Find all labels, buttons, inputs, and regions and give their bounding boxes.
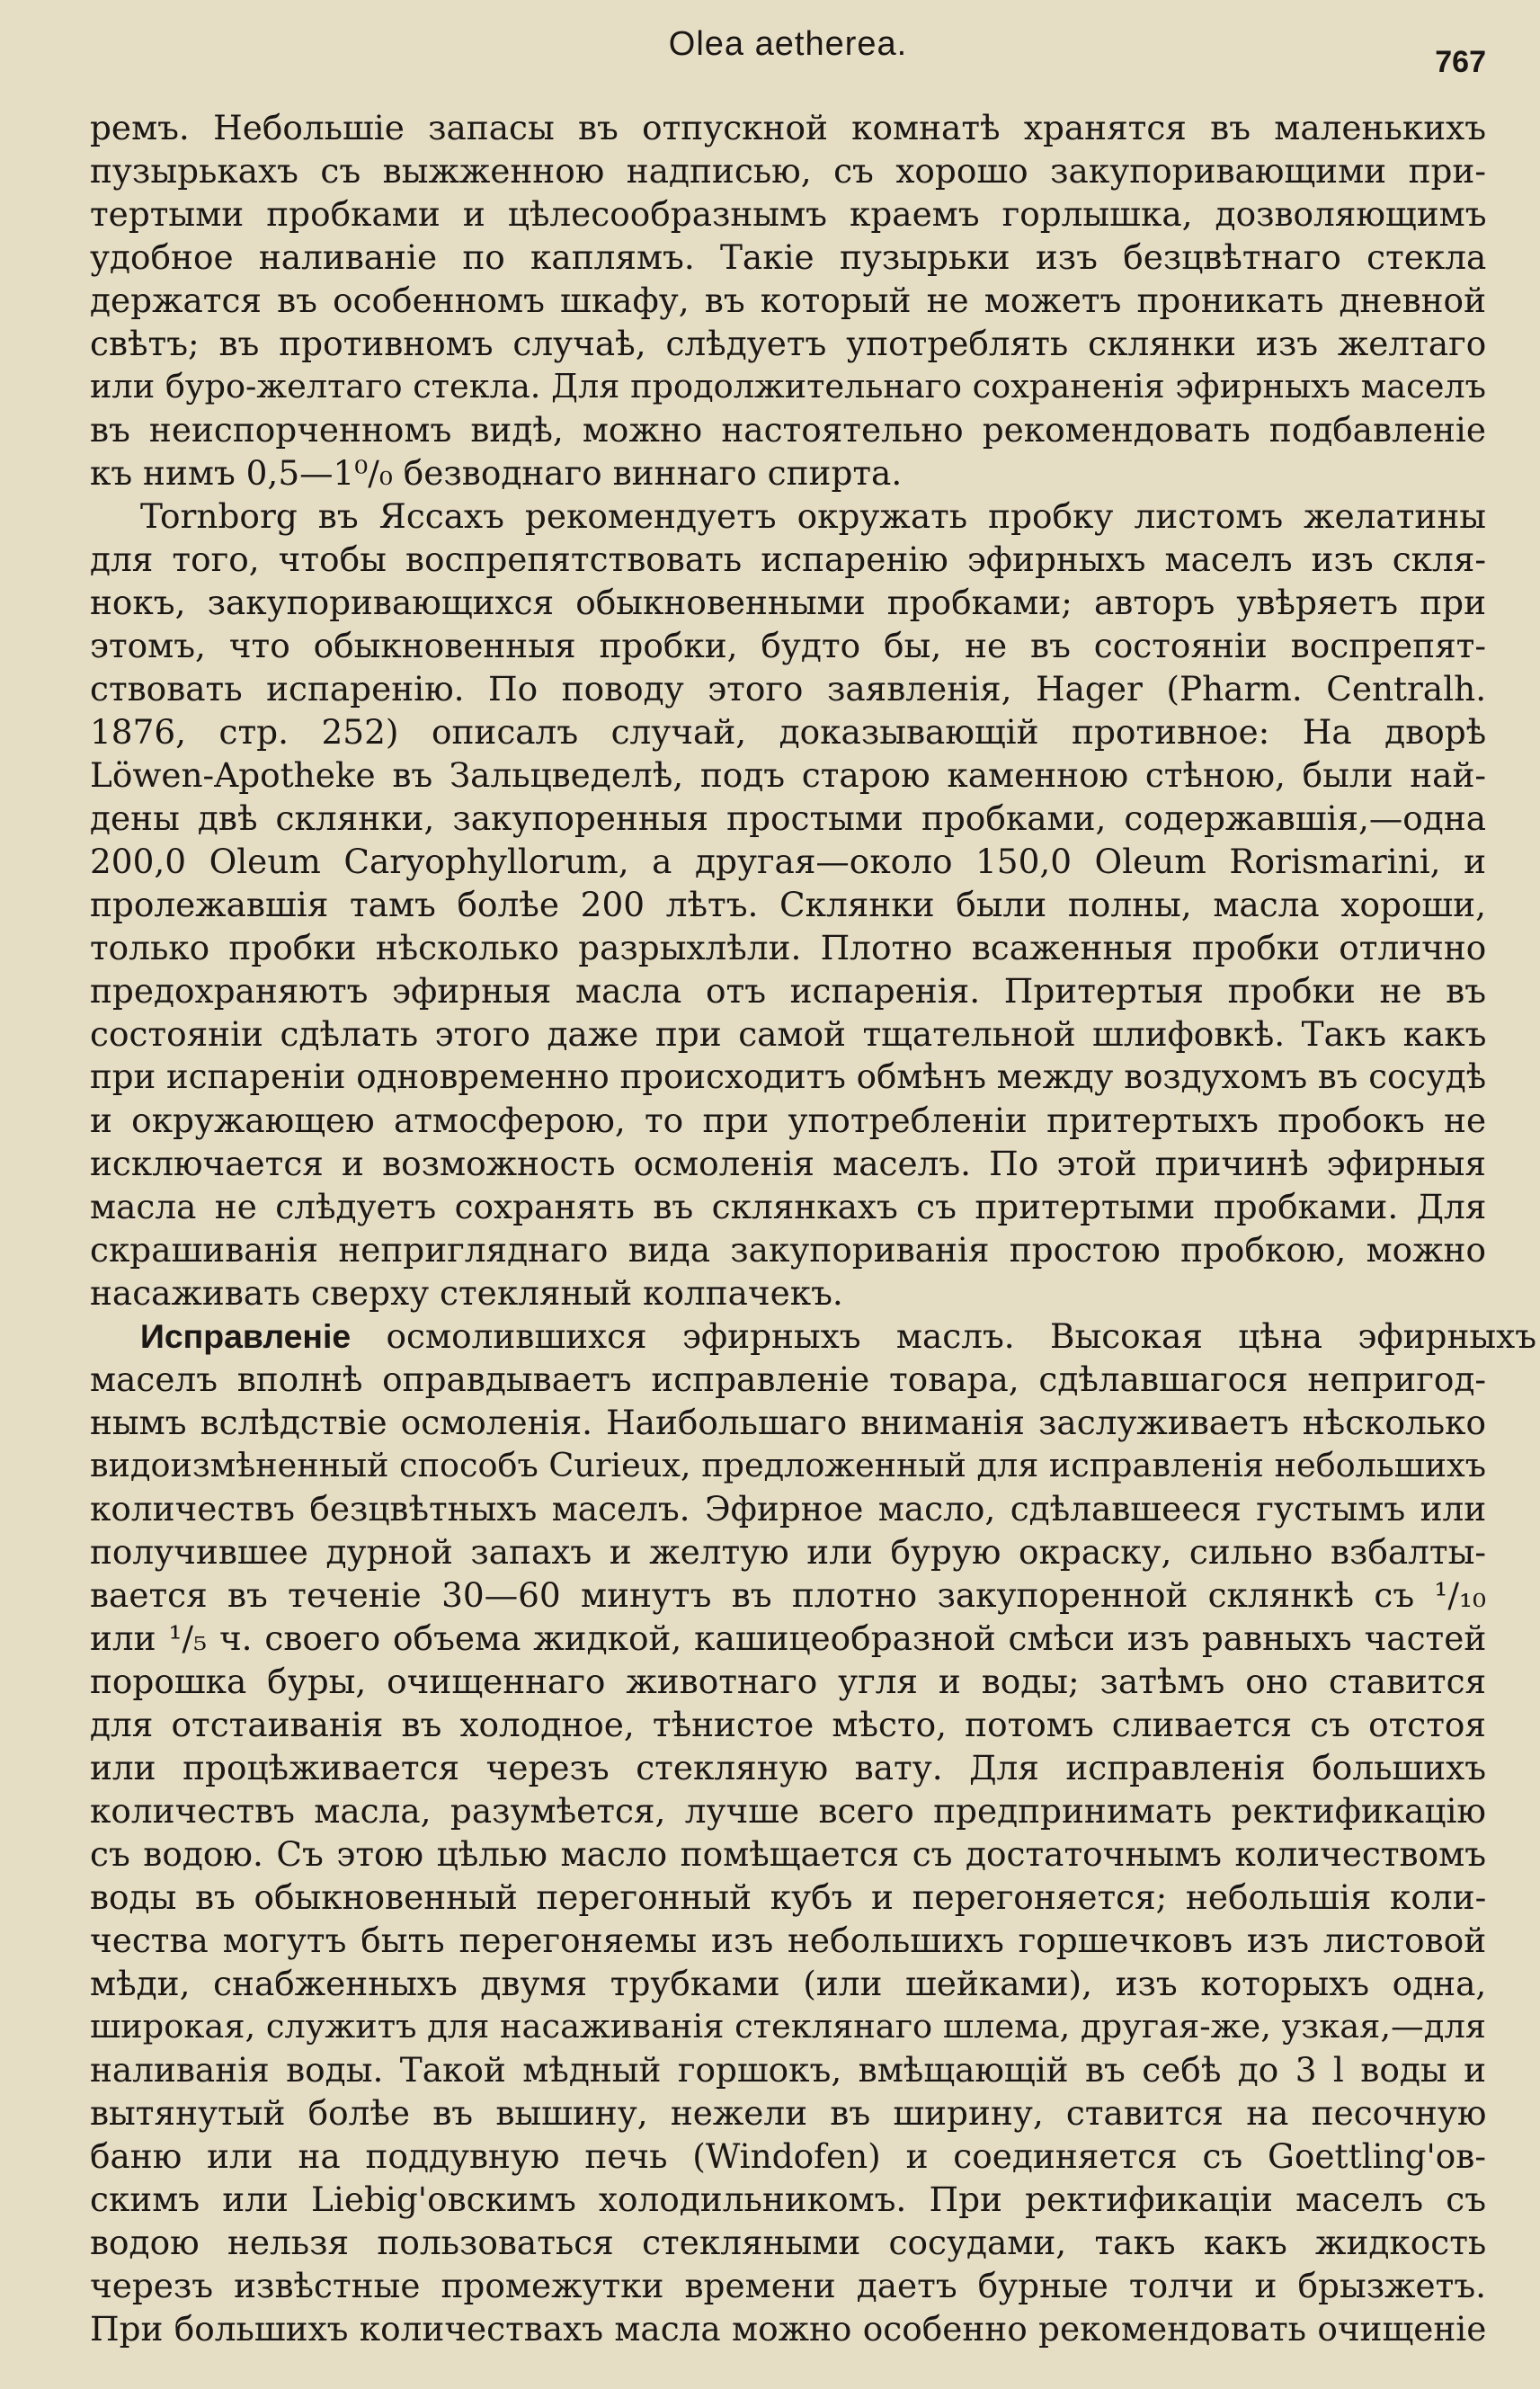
text-line: количествъ масла, разумѣется, лучше всего предпринимать ректификацію: [90, 1791, 1486, 1831]
text-line: при испареніи одновременно происходитъ обмѣнъ между воздухомъ въ сосудѣ: [90, 1057, 1487, 1096]
text-line: черезъ извѣстные промежутки времени даетъ бурные толчи и брызжетъ.: [90, 2266, 1486, 2305]
page-number: 767: [1435, 45, 1486, 79]
text-line: или процѣживается черезъ стекляную вату. Для исправленія большихъ: [90, 1748, 1486, 1787]
text-line: вытянутый болѣе въ вышину, нежели въ ширину, ставится на песочную: [90, 2093, 1487, 2133]
text-line: ремъ. Небольшіе запасы въ отпускной комнатѣ хранятся въ маленькихъ: [90, 108, 1486, 147]
text-line: вается въ теченіе 30—60 минутъ въ плотно закупоренной склянкѣ съ ¹/₁₀: [90, 1575, 1486, 1615]
text-line: водою нельзя пользоваться стекляными сосудами, такъ какъ жидкость: [90, 2223, 1487, 2262]
text-fragment: осмолившихся эфирныхъ маслъ. Высокая цѣна эфирныхъ: [386, 1316, 1536, 1356]
text-line: нокъ, закупоривающихся обыкновенными пробками; авторъ увѣряетъ при: [90, 583, 1486, 622]
text-line: наливанія воды. Такой мѣдный горшокъ, вмѣщающій въ себѣ до 3 l воды и: [90, 2050, 1486, 2090]
paragraph-3: [90, 1315, 1536, 2350]
text-line: тертыми пробками и цѣлесообразнымъ краемъ горлышка, дозволяющимъ: [90, 194, 1487, 234]
text-line: ствовать испаренію. По поводу этого заявленія, Hager (Pharm. Centralh.: [90, 669, 1487, 709]
text-line: свѣтъ; въ противномъ случаѣ, слѣдуетъ употреблять склянки изъ желтаго: [90, 324, 1487, 363]
text-line: скрашиванія непригляднаго вида закупориванія простою пробкою, можно: [90, 1230, 1486, 1270]
running-title: Olea aetherea.: [668, 25, 908, 63]
text-line: масла не слѣдуетъ сохранять въ склянкахъ съ притертыми пробками. Для: [90, 1187, 1487, 1226]
text-line: маселъ вполнѣ оправдываетъ исправленіе товара, сдѣлавшагося непригод-: [90, 1359, 1486, 1399]
section-lead: Исправленіе: [140, 1317, 352, 1355]
text-line: удобное наливаніе по каплямъ. Такіе пузырьки изъ безцвѣтнаго стекла: [90, 237, 1487, 277]
text-line: для того, чтобы воспрепятствовать испаренію эфирныхъ маселъ изъ скля-: [90, 539, 1486, 579]
text-line: 1876, стр. 252) описалъ случай, доказывающій противное: На дворѣ: [90, 712, 1487, 752]
text-line: пузырькахъ съ выжженною надписью, съ хорошо закупоривающими при-: [90, 151, 1486, 191]
text-line: воды въ обыкновенный перегонный кубъ и перегоняется; небольшія коли-: [90, 1877, 1487, 1917]
text-line: количествъ безцвѣтныхъ маселъ. Эфирное масло, сдѣлавшееся густымъ или: [90, 1489, 1487, 1529]
text-line: 200,0 Oleum Caryophyllorum, а другая—около 150,0 Oleum Rorismarini, и: [90, 842, 1486, 881]
text-line: пролежавшія тамъ болѣе 200 лѣтъ. Склянки были полны, масла хороши,: [90, 885, 1486, 924]
text-line: или ¹/₅ ч. своего объема жидкой, кашицеобразной смѣси изъ равныхъ частей: [90, 1618, 1487, 1658]
paragraph-2: [90, 495, 1486, 1315]
text-line: [90, 1315, 1536, 1358]
text-line: или буро-желтаго стекла. Для продолжительнаго сохраненія эфирныхъ маселъ: [90, 367, 1486, 406]
text-line: насаживать сверху стекляный колпачекъ.: [90, 1273, 843, 1313]
text-line: исключается и возможность осмоленія маселъ. По этой причинѣ эфирныя: [90, 1144, 1486, 1183]
text-line: для отстаиванія въ холодное, тѣнистое мѣсто, потомъ сливается съ отстоя: [90, 1705, 1486, 1744]
paragraph-1: [90, 106, 1486, 495]
text-line: съ водою. Съ этою цѣлью масло помѣщается съ достаточнымъ количествомъ: [90, 1834, 1486, 1874]
text-line: нымъ вслѣдствіе осмоленія. Наибольшаго вниманія заслуживаетъ нѣсколько: [90, 1403, 1486, 1442]
text-line: состояніи сдѣлать этого даже при самой тщательной шлифовкѣ. Такъ какъ: [90, 1014, 1487, 1054]
text-line: порошка буры, очищеннаго животнаго угля и воды; затѣмъ оно ставится: [90, 1662, 1487, 1701]
text-line: чества могутъ быть перегоняемы изъ небольшихъ горшечковъ изъ листовой: [90, 1921, 1487, 1960]
text-line: получившее дурной запахъ и желтую или бурую окраску, сильно взбалты-: [90, 1532, 1486, 1572]
text-line: Löwen-Apotheke въ Зальцведелѣ, подъ старою каменною стѣною, были най-: [90, 755, 1486, 795]
text-line: этомъ, что обыкновенныя пробки, будто бы, не въ состояніи воспрепят-: [90, 626, 1486, 665]
text-line: широкая, служитъ для насаживанія стеклянаго шлема, другая-же, узкая,—для: [90, 2007, 1486, 2046]
text-line: только пробки нѣсколько разрыхлѣли. Плотно всаженныя пробки отлично: [90, 928, 1487, 967]
text-line: баню или на поддувную печь (Windofen) и соединяется съ Goettling'ов-: [90, 2136, 1486, 2176]
text-line: видоизмѣненный способъ Curieux, предложенный для исправленія небольшихъ: [90, 1446, 1486, 1484]
text-line: предохраняютъ эфирныя масла отъ испаренія. Притертыя пробки не въ: [90, 971, 1486, 1011]
text-line: держатся въ особенномъ шкафу, въ который не можетъ проникать дневной: [90, 281, 1486, 320]
text-line: дены двѣ склянки, закупоренныя простыми пробками, содержавшія,—одна: [90, 798, 1487, 838]
text-line: и окружающею атмосферою, то при употребленіи притертыхъ пробокъ не: [90, 1101, 1487, 1140]
text-line: въ неиспорченномъ видѣ, можно настоятельно рекомендовать подбавленіе: [90, 410, 1486, 450]
page-header: [90, 25, 1486, 106]
text-line: Tornborg въ Яссахъ рекомендуетъ окружать пробку листомъ желатины: [140, 496, 1486, 536]
text-line: скимъ или Liebig'овскимъ холодильникомъ. При ректификаціи маселъ съ: [90, 2180, 1486, 2219]
text-line: При большихъ количествахъ масла можно особенно рекомендовать очищеніе: [90, 2309, 1487, 2349]
text-line: къ нимъ 0,5—1⁰/₀ безводнаго виннаго спирта.: [90, 453, 903, 493]
text-line: мѣди, снабженныхъ двумя трубками (или шейками), изъ которыхъ одна,: [90, 1964, 1487, 2003]
